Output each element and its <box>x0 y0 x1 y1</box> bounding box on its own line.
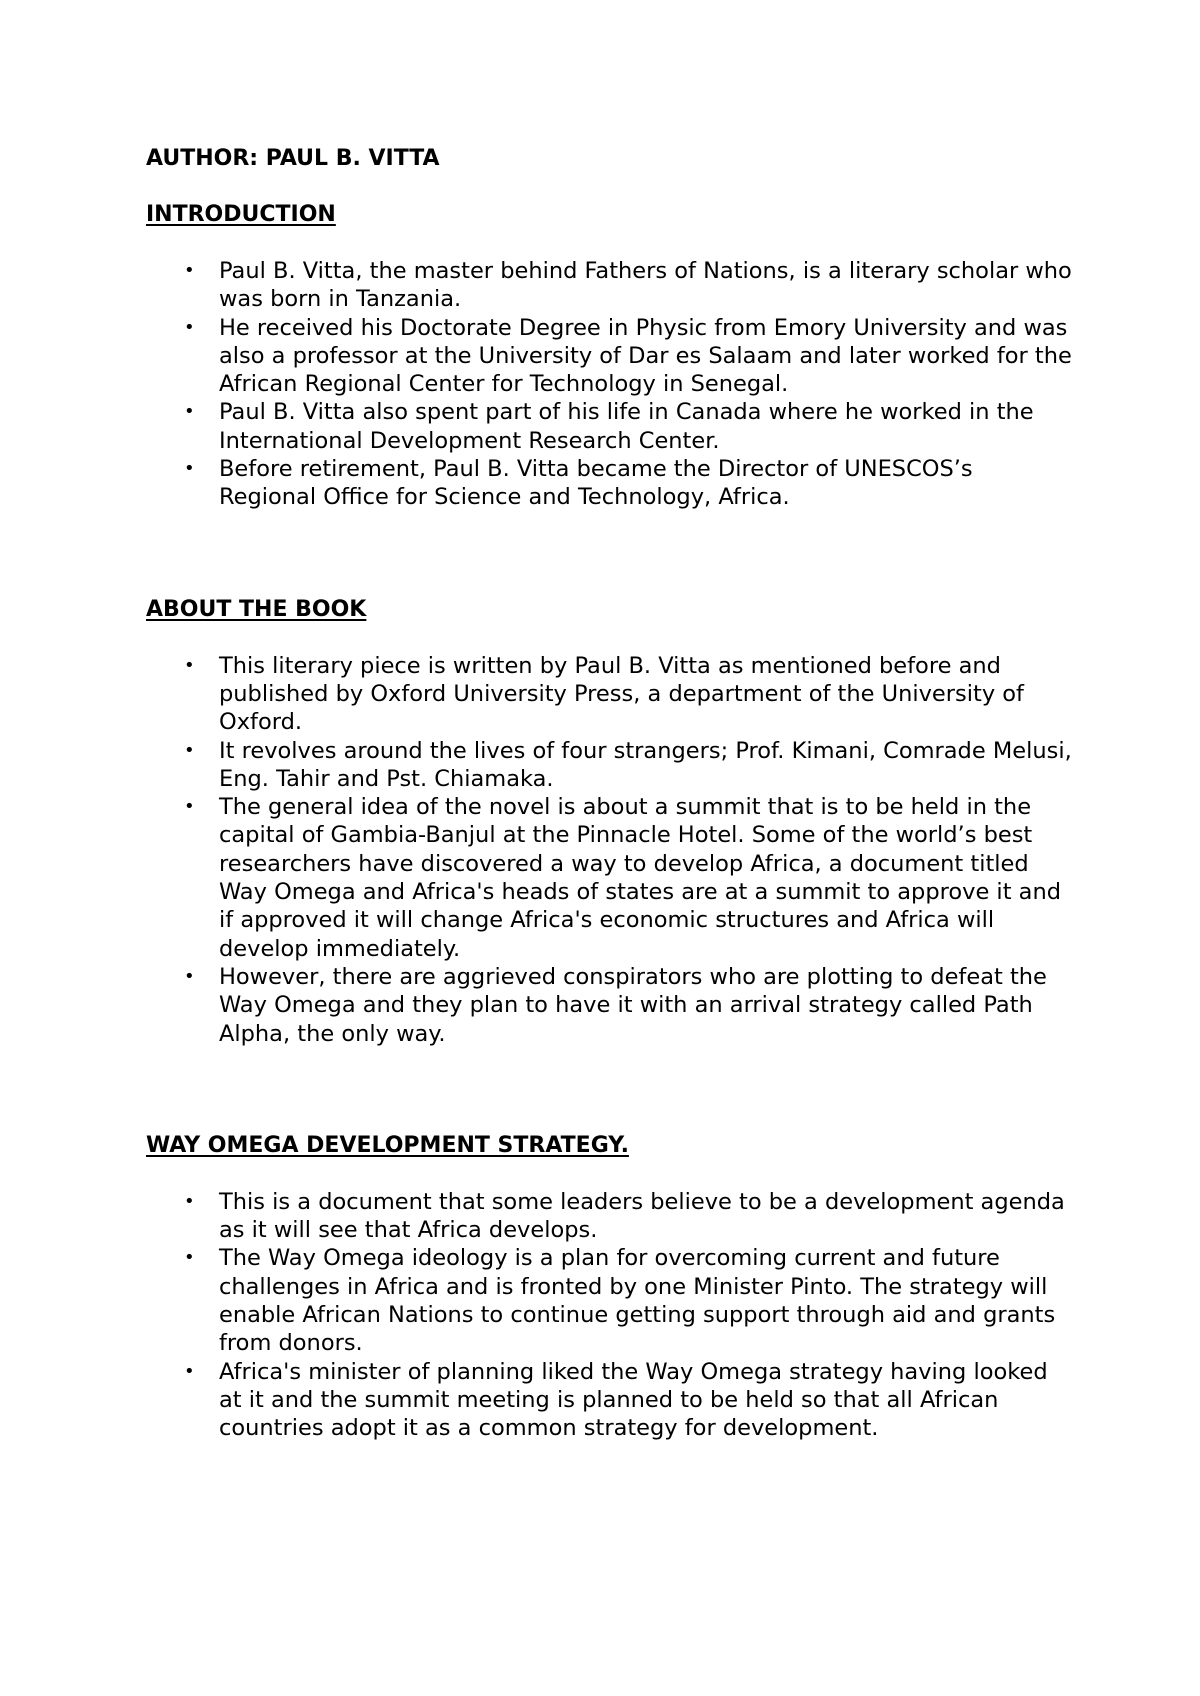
section-title-about-the-book: ABOUT THE BOOK <box>146 596 367 622</box>
list-item-text: Before retirement, Paul B. Vitta became the Director of UNESCOS’s Regional Office for Science and Technology, Africa. <box>219 456 973 511</box>
list-item-text: It revolves around the lives of four strangers; Prof. Kimani, Comrade Melusi, Eng. Tahir and Pst. Chiamaka. <box>219 737 1072 792</box>
list-item-text: Africa's minister of planning liked the Way Omega strategy having looked at it and the summit meeting is planned to be held so that all African countries adopt it as a common strategy for development. <box>219 1358 1048 1442</box>
bullet-icon: • <box>184 739 195 761</box>
bullet-icon: • <box>184 1360 195 1382</box>
list-item-text: He received his Doctorate Degree in Physic from Emory University and was also a professor at the University of Dar es Salaam and later worked for the African Regional Center for Technology in Senegal. <box>219 314 1072 398</box>
bullet-icon: • <box>184 654 195 676</box>
list-item-text: Paul B. Vitta, the master behind Fathers of Nations, is a literary scholar who was born in Tanzania. <box>219 258 1072 313</box>
bullet-icon: • <box>184 1190 195 1212</box>
bullet-icon: • <box>184 965 195 987</box>
about-book-bullet-list <box>146 652 1076 1048</box>
list-item <box>146 737 1076 794</box>
list-item <box>146 314 1076 399</box>
list-item-text: However, there are aggrieved conspirators who are plotting to defeat the Way Omega and they plan to have it with an arrival strategy called Path Alpha, the only way. <box>219 963 1047 1047</box>
section-title-introduction: INTRODUCTION <box>146 202 336 227</box>
list-item <box>146 455 1076 512</box>
list-item-text: Paul B. Vitta also spent part of his life in Canada where he worked in the International Development Research Center. <box>219 399 1034 454</box>
list-item <box>146 963 1076 1048</box>
way-omega-bullet-list <box>146 1188 1076 1443</box>
bullet-icon: • <box>184 458 195 480</box>
section-title-way-omega: WAY OMEGA DEVELOPMENT STRATEGY. <box>146 1132 629 1158</box>
list-item-text: The Way Omega ideology is a plan for overcoming current and future challenges in Africa and is fronted by one Minister Pinto. The strategy will enable African Nations to continue getting support through aid and grants from donors. <box>219 1245 1056 1357</box>
list-item-text: The general idea of the novel is about a summit that is to be held in the capital of Gambia-Banjul at the Pinnacle Hotel. Some of the world’s best researchers have discovered a way to develop Africa, a document titled Way Omega and Africa's heads of states are at a summit to approve it and if approved it will change Africa's economic structures and Africa will develop immediately. <box>219 794 1061 962</box>
list-item <box>146 257 1076 314</box>
introduction-bullet-list <box>146 257 1076 512</box>
list-item <box>146 1244 1076 1357</box>
bullet-icon: • <box>184 316 195 338</box>
list-item-text: This literary piece is written by Paul B. Vitta as mentioned before and published by Oxford University Press, a department of the University of Oxford. <box>219 652 1024 736</box>
list-item <box>146 652 1076 737</box>
list-item <box>146 1188 1076 1245</box>
document-page <box>146 145 1076 1443</box>
bullet-icon: • <box>184 1247 195 1269</box>
bullet-icon: • <box>184 401 195 423</box>
bullet-icon: • <box>184 260 195 281</box>
list-item <box>146 398 1076 455</box>
list-item <box>146 1358 1076 1443</box>
bullet-icon: • <box>184 796 195 818</box>
list-item-text: This is a document that some leaders believe to be a development agenda as it will see that Africa develops. <box>219 1188 1065 1244</box>
author-line: AUTHOR: PAUL B. VITTA <box>146 146 440 171</box>
list-item <box>146 793 1076 963</box>
